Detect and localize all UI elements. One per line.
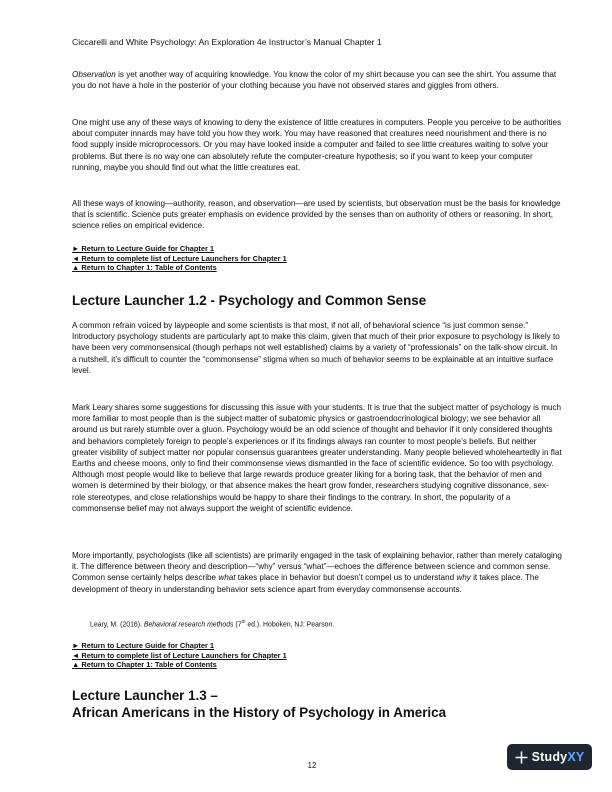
common-sense-text-2: Mark Leary shares some suggestions for discussing this issue with your students. It is true that the subject matter of psychology is much more familiar to most people than is the subject matter of subatomic physics or gastroendocrinological biology; we see behavior all around us but rarely stumble over a gluon. Psychology would be an odd science of thought and behavior if it only considered thoughts and behaviors completely foreign to people’s experiences or if its findings always ran counter to most people’s beliefs. But neither greater visibility of subject matter nor popular consensus guarantees greater understanding. Many people believed wholeheartedly in flat Earths and cheese moons, only to find their commonsense views dismantled in the face of scientific evidence. So too with psychology. Although most people would like to believe that large rewards produce greater liking for a boring task, that the behavior of men and women is determined by their biology, or that absence makes the heart grow fonder, researchers studying cognitive dissonance, sex-role stereotypes, and close relationships would be happy to share their findings to the contrary. In short, the popularity of a commonsense belief may not always support the weight of scientific evidence.: [72, 403, 562, 513]
page-number: 12: [307, 761, 317, 770]
studyxy-badge[interactable]: [507, 744, 592, 770]
return-lecture-guide-link[interactable]: ► Return to Lecture Guide for Chapter 1: [72, 244, 215, 253]
return-links-top: [72, 244, 287, 273]
ways-of-knowing-paragraph: [72, 198, 562, 232]
creatures-paragraph: [72, 117, 562, 173]
common-sense-paragraph-1: [72, 320, 562, 376]
return-toc-link-2[interactable]: ▲ Return to Chapter 1: Table of Contents: [72, 660, 217, 670]
return-launchers-list-link-2[interactable]: ◄ Return to complete list of Lecture Launchers for Chapter 1: [72, 650, 287, 660]
observation-text: is yet another way of acquiring knowledge. You know the color of my shirt because you can see the shirt. You assume that you do not have a hole in the posterior of your clothing because you have not observed stares and giggles from others.: [72, 70, 557, 91]
return-toc-link[interactable]: ▲ Return to Chapter 1: Table of Contents: [72, 263, 217, 273]
reference-publisher: ed.). Hoboken, NJ: Pearson.: [245, 621, 335, 629]
observation-paragraph: [72, 69, 562, 91]
emphasis-what: what: [218, 573, 236, 583]
paragraph-3-part-a: More importantly, psychologists (like all scientists) are primarily engaged in the task of explaining behavior, rather than merely cataloging it. The difference between theory and description—“why” versus “what”—echoes the difference between science and common sense. Common sense certainly helps describe: [72, 551, 562, 583]
running-header: Ciccarelli and White Psychology: An Exploration 4e Instructor’s Manual Chapter 1: [72, 37, 382, 47]
paragraph-3-part-c: it takes place. The development of theory in understanding behavior sets science apart from everyday commonsense accounts.: [72, 573, 539, 594]
badge-text: Study: [531, 750, 568, 764]
reference-title: Behavioral research methods: [143, 621, 234, 629]
reference-edition-pre: (7: [233, 621, 242, 629]
ways-of-knowing-text: All these ways of knowing—authority, reason, and observation—are used by scientists, but observation must be the basis for knowledge that is scientific. Science puts greater emphasis on evidence provided by the senses than on authority of others or reasoning. In short, science relies on empirical evidence.: [72, 199, 561, 231]
reference-author: Leary, M. (2016).: [90, 621, 144, 629]
return-links-bottom: [72, 641, 287, 670]
section-heading-1-2: Lecture Launcher 1.2 - Psychology and Common Sense: [72, 293, 427, 308]
return-launchers-list-link[interactable]: ◄ Return to complete list of Lecture Launchers for Chapter 1: [72, 253, 287, 263]
section-heading-1-3-line-1: Lecture Launcher 1.3 –: [72, 688, 218, 703]
observation-term: Observation: [72, 70, 116, 79]
reference-citation: [90, 619, 334, 628]
plus-logo-icon: [515, 751, 528, 764]
emphasis-why: why: [456, 573, 471, 583]
paragraph-3-part-b: takes place in behavior but doesn’t compel us to understand: [235, 573, 457, 583]
reference-edition-sup: th: [241, 619, 246, 624]
common-sense-paragraph-2: [72, 402, 562, 514]
return-lecture-guide-link-2[interactable]: ► Return to Lecture Guide for Chapter 1: [72, 641, 215, 650]
common-sense-text-1: A common refrain voiced by laypeople and some scientists is that most, if not all, of behavioral science “is just common sense.” Introductory psychology students are particularly apt to make this claim, given that much of their prior exposure to psychology is likely to have been very commonsensical (though perhaps not well established) claims by a variety of “professionals” on the talk-show circuit. In a nutshell, it’s difficult to counter the “commonsense” stigma when so much of behavior seems to be explainable at an intuitive surface level.: [72, 321, 560, 375]
badge-accent-text: XY: [567, 750, 585, 764]
common-sense-paragraph-3: [72, 550, 562, 595]
creatures-text: One might use any of these ways of knowing to deny the existence of little creatures in computers. People you perceive to be authorities about computer innards may have told you how they work. You may have reasoned that creatures need nourishment and there is no food supply inside microprocessors. Or you may have looked inside a computer and failed to see little creatures waiting to solve your problems. But there is no way one can absolutely refute the computer-creature hypothesis; so if you want to keep your computer running, maybe you should find out what the little creatures eat.: [72, 118, 562, 172]
section-heading-1-3-line-2: African Americans in the History of Psychology in America: [72, 705, 447, 720]
